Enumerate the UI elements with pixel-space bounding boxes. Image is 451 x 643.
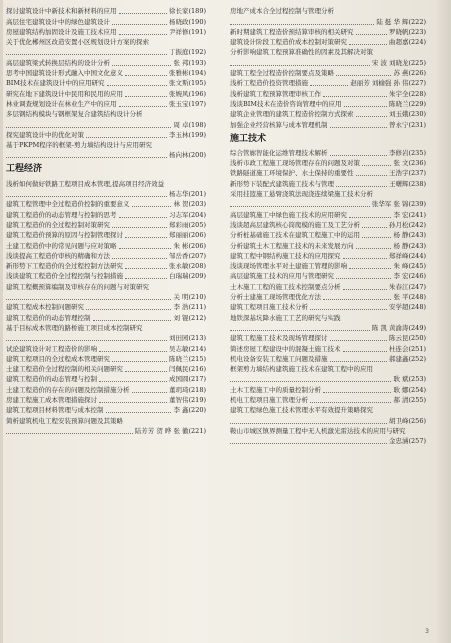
- toc-entry[interactable]: [6, 261, 206, 271]
- dot-leader: [343, 351, 388, 352]
- toc-entry[interactable]: [230, 68, 426, 78]
- toc-entry[interactable]: [230, 109, 426, 119]
- toc-entry-author-page: 朱 彬(206): [173, 241, 206, 250]
- page-left-edge: [0, 0, 3, 643]
- dot-leader: [6, 127, 171, 128]
- toc-entry-title: 房建工程施工成本管理措施探讨: [6, 395, 97, 404]
- dot-leader: [230, 65, 370, 66]
- dot-leader: [119, 217, 168, 218]
- section-title-engineering-economics: 工程经济: [6, 164, 43, 175]
- toc-entry-author-page: 杨晓政(190): [169, 17, 206, 26]
- dot-leader: [310, 85, 348, 86]
- toc-entry-title: 加强企业经营核算与成本管理机制: [230, 120, 328, 129]
- dot-leader: [330, 155, 388, 156]
- dot-leader: [356, 175, 388, 176]
- toc-entry-author-page: 张 平(248): [393, 293, 426, 302]
- toc-entry-title: 分析桩基础施工技术在建筑工程施工中的运用: [230, 231, 360, 240]
- toc-entry-author-page: 金忠涵(257): [389, 437, 426, 446]
- toc-entry[interactable]: [230, 251, 426, 261]
- toc-entry-title: 浅析如何做好铁路工程项目成本管理,提高项目经济效益: [6, 179, 165, 188]
- dot-leader: [6, 433, 133, 434]
- toc-entry-author-page: 董智伟(219): [169, 395, 206, 404]
- toc-entry-title: 建筑工程项目材料管理与成本控制: [6, 406, 104, 415]
- toc-entry-author-page: 尹祥修(191): [169, 27, 206, 36]
- toc-entry[interactable]: [230, 6, 426, 16]
- toc-entry-author-page: 张永敏(208): [169, 262, 206, 271]
- dot-leader: [125, 75, 167, 76]
- toc-entry[interactable]: [230, 148, 426, 158]
- left-entries-economics: [6, 178, 206, 435]
- toc-entry-continuation: [230, 16, 426, 26]
- toc-entry[interactable]: [6, 209, 206, 219]
- toc-entry-title: 土建工程造价全过程控制的相关问题研究: [6, 365, 123, 374]
- toc-entry-title: 简述房屋工程建设中的混凝土施工技术: [230, 344, 341, 353]
- toc-entry[interactable]: [6, 140, 206, 150]
- toc-entry-continuation: [230, 199, 426, 209]
- toc-entry-title: 建筑工程中钢结构施工技术的应用探究: [230, 251, 341, 260]
- toc-entry-author-page: 关 明(210): [173, 293, 206, 302]
- toc-entry-title: 土建工程造价的存在的问题及控制措施分析: [6, 385, 130, 394]
- toc-entry[interactable]: [230, 292, 426, 302]
- toc-entry-author-page: 张玉宝(197): [169, 99, 206, 108]
- toc-entry[interactable]: [6, 323, 206, 333]
- toc-entry-author-page: 郑彩雨(205): [169, 220, 206, 229]
- toc-entry-author-page: 周 卓(198): [173, 120, 206, 129]
- toc-entry-author-page: 邹岳香(207): [169, 251, 206, 260]
- toc-entry-author-page: 陈晓兰(229): [389, 99, 426, 108]
- dot-leader: [336, 186, 387, 187]
- dot-leader: [119, 106, 168, 107]
- toc-entry[interactable]: [6, 281, 206, 291]
- toc-entry-author-page: 李 宏(241): [393, 210, 426, 219]
- toc-entry-title: 林业调查规划设计在林业生产中的应用: [6, 99, 117, 108]
- toc-entry-author-page: 曲超嘉(224): [389, 38, 426, 47]
- toc-entry[interactable]: [6, 364, 206, 374]
- dot-leader: [86, 309, 171, 310]
- toc-entry-title: 房地产成本合全过程控制与管理分析: [230, 7, 334, 16]
- toc-entry[interactable]: [6, 354, 206, 364]
- toc-entry-title: 建筑工程施工技术及现场管理探讨: [230, 334, 328, 343]
- toc-entry[interactable]: [230, 78, 426, 88]
- toc-entry-title: 采用挂篮施工悬臂浇筑法现浇连续梁施工技术分析: [230, 190, 373, 199]
- toc-entry-author-page: 李修岩(235): [389, 148, 426, 157]
- toc-entry-author-page: 林 贺(203): [173, 200, 206, 209]
- dot-leader: [230, 423, 387, 424]
- toc-entry-title: 浅谈建筑工程造价全过程控制与控制措施: [6, 272, 123, 281]
- toc-entry[interactable]: [230, 261, 426, 271]
- dot-leader: [6, 340, 167, 341]
- dot-leader: [330, 340, 388, 341]
- toc-entry-continuation: [230, 436, 426, 446]
- dot-leader: [99, 351, 167, 352]
- toc-entry-title: 探讨建筑设计中新技术和新材料的应用: [6, 7, 117, 16]
- dot-leader: [336, 278, 391, 279]
- toc-entry-title: 建筑工程造价的全过程控制对策研究: [6, 220, 110, 229]
- toc-entry-title: 建筑工程绿色施工技术管理水平有效提升策略探究: [230, 406, 373, 415]
- toc-entry-author-page: 刘玉娥(230): [389, 110, 426, 119]
- toc-entry-title: 机电工程项目施工管理分析: [230, 395, 308, 404]
- dot-leader: [362, 227, 387, 228]
- toc-entry[interactable]: [230, 281, 426, 291]
- toc-entry-title: 建筑工程概预算编制及审核存在的问题与对策研究: [6, 282, 149, 291]
- toc-entry-author-page: 刘 锟(212): [173, 313, 206, 322]
- toc-entry-author-page: 朱 峰(245): [393, 262, 426, 271]
- dot-leader: [323, 299, 391, 300]
- toc-entry[interactable]: [6, 199, 206, 209]
- toc-entry[interactable]: [230, 99, 426, 109]
- toc-entry[interactable]: [230, 271, 426, 281]
- toc-entry-title: 土建工程造价中的常见问题与应对策略: [6, 241, 117, 250]
- toc-entry-continuation: [230, 374, 426, 384]
- toc-entry-title: 鞍山市城区镇界测量工程中无人机激光雷达技术的应用与研究: [230, 426, 406, 435]
- dot-leader: [310, 402, 391, 403]
- toc-entry-continuation: [6, 189, 206, 199]
- dot-leader: [107, 85, 168, 86]
- toc-entry-author-page: 陈云昆(250): [389, 334, 426, 343]
- toc-entry[interactable]: [230, 333, 426, 343]
- toc-entry-title: 建筑工程造价预算的原因与控制管理探讨: [6, 231, 123, 240]
- dot-leader: [112, 65, 171, 66]
- dot-leader: [119, 248, 172, 249]
- toc-entry-author-page: 陈晓兰(215): [169, 354, 206, 363]
- toc-entry-author-page: 闫佩民(216): [169, 365, 206, 374]
- dot-leader: [6, 196, 167, 197]
- toc-entry-title: 浅析市政工程施工现场管理存在的问题及对策: [230, 159, 360, 168]
- toc-entry[interactable]: [230, 158, 426, 168]
- toc-entry[interactable]: [6, 240, 206, 250]
- toc-entry[interactable]: [230, 302, 426, 312]
- toc-entry[interactable]: [230, 354, 426, 364]
- toc-entry-title: 建筑设计阶段工程造价成本控制对策研究: [230, 38, 347, 47]
- dot-leader: [86, 137, 167, 138]
- dot-leader: [362, 165, 391, 166]
- dot-leader: [125, 237, 167, 238]
- toc-entry-continuation: [6, 426, 206, 436]
- toc-entry-author-page: 张文斯(195): [169, 79, 206, 88]
- toc-entry-title: 铁路隧道施工环境保护、水土保持的重要性: [230, 169, 354, 178]
- toc-entry-continuation: [6, 150, 206, 160]
- toc-entry-author-page: 董玥琦(218): [169, 385, 206, 394]
- dot-leader: [112, 227, 167, 228]
- toc-entry-title: 浅析建筑工程预算管理审核工作: [230, 89, 321, 98]
- toc-entry[interactable]: [6, 395, 206, 405]
- dot-leader: [323, 96, 387, 97]
- toc-entry[interactable]: [6, 57, 206, 67]
- toc-entry[interactable]: [230, 88, 426, 98]
- dot-leader: [6, 299, 171, 300]
- toc-entry-title: BIM技术在建筑设计中的应用研究: [6, 79, 105, 88]
- toc-entry-title: 研究在地下建筑设计中民用和民用的应用: [6, 89, 123, 98]
- toc-entry[interactable]: [230, 343, 426, 353]
- toc-entry[interactable]: [6, 312, 206, 322]
- toc-entry[interactable]: [230, 119, 426, 129]
- toc-entry-title: 分析建筑土木工程施工技术的未来发展方向: [230, 241, 354, 250]
- toc-entry-title: 试论建筑设计对工程造价的影响: [6, 344, 97, 353]
- toc-entry[interactable]: [230, 37, 426, 47]
- dot-leader: [356, 116, 388, 117]
- toc-entry[interactable]: [6, 16, 206, 26]
- toc-entry-author-page: 孙月松(242): [389, 220, 426, 229]
- toc-entry-title: 浅谈BIM技术在造价咨询管理中的应用: [230, 99, 342, 108]
- dot-leader: [99, 402, 167, 403]
- toc-entry-author-page: 张雅彬(194): [169, 69, 206, 78]
- toc-entry-title: 浅析工程造价投资管理措施: [230, 79, 308, 88]
- dot-leader: [310, 309, 387, 310]
- toc-entry[interactable]: [6, 88, 206, 98]
- toc-entry-author-page: 习志军(204): [169, 210, 206, 219]
- toc-entry-author-page: 杨向林(200): [169, 151, 206, 160]
- toc-entry-author-page: 杜连会(251): [389, 344, 426, 353]
- toc-entry-title: 基于目标成本管理的路桥施工项目成本控制研究: [6, 323, 143, 332]
- toc-entry[interactable]: [6, 374, 206, 384]
- toc-entry[interactable]: [6, 271, 206, 281]
- toc-entry-title: 高层建筑施工中绿色施工技术的应用研究: [230, 210, 347, 219]
- toc-entry-title: 分析土建施工现场管理优化方法: [230, 293, 321, 302]
- dot-leader: [349, 217, 391, 218]
- toc-entry-title: 框架剪力墙结构建筑施工技术在建筑工程中的应用: [230, 365, 373, 374]
- toc-entry-author-page: 徐长家(189): [169, 7, 206, 16]
- toc-entry-continuation: [230, 323, 426, 333]
- dot-leader: [356, 34, 388, 35]
- dot-leader: [132, 392, 168, 393]
- toc-entry-title: 建筑企业管理的建筑工程造价控制方式探索: [230, 110, 354, 119]
- toc-entry[interactable]: [6, 109, 206, 119]
- toc-entry-title: 建筑工程造价的动态管理与控制的思考: [6, 210, 117, 219]
- toc-entry-author-page: 胡卫峰(256): [389, 416, 426, 425]
- toc-entry-title: 房屋建筑结构加固设计及施工技术应用: [6, 27, 117, 36]
- dot-leader: [330, 361, 388, 362]
- toc-entry-title: 浅谈提高工程造价审核的精确和方法: [6, 251, 110, 260]
- toc-entry-title: 关于优化郴州区改造安置小区规划设计方案的探索: [6, 38, 149, 47]
- toc-entry-author-page: 宋 波 刘晓龙(225): [371, 58, 426, 67]
- dot-leader: [230, 330, 370, 331]
- left-entries-design: [6, 6, 206, 160]
- toc-entry[interactable]: [230, 168, 426, 178]
- toc-entry-title: 高层建筑施工技术的应用与管理研究: [230, 272, 334, 281]
- toc-entry-title: 地铁深基坑降水施工工艺的研究与实践: [230, 313, 341, 322]
- toc-entry-author-page: 杨志华(201): [169, 190, 206, 199]
- toc-entry-title: 土木施工工程的施工技术控制要点分析: [230, 282, 341, 291]
- toc-entry[interactable]: [6, 37, 206, 47]
- toc-entry[interactable]: [6, 251, 206, 261]
- toc-entry-author-page: 赵丽芳 刘榆强 孙 伟(227): [350, 79, 426, 88]
- toc-entry[interactable]: [230, 395, 426, 405]
- toc-entry-author-page: 郝 清(255): [393, 395, 426, 404]
- page-number-mark: 3: [425, 628, 429, 635]
- toc-entry[interactable]: [6, 343, 206, 353]
- toc-entry-title: 简析建筑机电工程安装预算问题及其策略: [6, 416, 123, 425]
- toc-entry-author-page: 张 文(236): [393, 159, 426, 168]
- toc-entry[interactable]: [6, 99, 206, 109]
- dot-leader: [93, 320, 172, 321]
- toc-entry-author-page: 刘田园(213): [169, 334, 206, 343]
- dot-leader: [99, 381, 167, 382]
- toc-entry-title: 高层建筑梁式转换层结构的设计分析: [6, 58, 110, 67]
- toc-entry[interactable]: [230, 27, 426, 37]
- dot-leader: [112, 24, 167, 25]
- toc-entry-author-page: 王浩宇(237): [389, 169, 426, 178]
- toc-entry-title: 浅谈超高层建筑核心筒爬模的施工及工艺分析: [230, 220, 360, 229]
- toc-entry-title: 基于PKPM程序的框架-剪力墙结构设计与应用研究: [6, 141, 152, 150]
- dot-leader: [125, 278, 167, 279]
- dot-leader: [349, 44, 387, 45]
- toc-entry[interactable]: [230, 240, 426, 250]
- toc-entry-title: 建筑工程管理中全过程造价控制的重要意义: [6, 200, 130, 209]
- toc-entry-title: 建筑工程造价的动态管理与控制: [6, 375, 97, 384]
- toc-entry[interactable]: [6, 384, 206, 394]
- toc-entry-author-page: 杨 静(243): [393, 241, 426, 250]
- dot-leader: [125, 268, 167, 269]
- toc-entry-title: 建筑工程项目施工技术分析: [230, 303, 308, 312]
- toc-entry[interactable]: [230, 178, 426, 188]
- dot-leader: [119, 13, 168, 14]
- dot-leader: [230, 24, 374, 25]
- toc-entry-title: 新形势下工程造价的全过程控制方法研究: [6, 262, 123, 271]
- toc-entry-continuation: [230, 57, 426, 67]
- toc-entry-author-page: 陈 凯 黄渝涛(249): [371, 323, 426, 332]
- toc-entry-author-page: 张 邦(193): [173, 58, 206, 67]
- toc-entry-title: 高层住宅建筑设计中的绿色建筑设计: [6, 17, 110, 26]
- dot-leader: [230, 443, 387, 444]
- right-column: [230, 6, 426, 446]
- toc-entry-title: 分析影响建筑工程预算准确性的因素及其解决对策: [230, 48, 373, 57]
- dot-leader: [343, 289, 388, 290]
- toc-entry-continuation: [6, 333, 206, 343]
- toc-entry[interactable]: [230, 47, 426, 57]
- toc-entry[interactable]: [6, 178, 206, 188]
- dot-leader: [230, 381, 391, 382]
- toc-entry-title: 建筑工程项目的全过程成本管理研究: [6, 354, 110, 363]
- dot-leader: [356, 248, 392, 249]
- dot-leader: [125, 96, 167, 97]
- toc-entry[interactable]: [230, 189, 426, 199]
- dot-leader: [6, 54, 167, 55]
- toc-entry-author-page: 曾永宁(231): [389, 120, 426, 129]
- toc-entry[interactable]: [6, 220, 206, 230]
- toc-entry-title: 机电设备安装工程施工问题及措施: [230, 354, 328, 363]
- toc-entry-title: 新形势下装配式建筑施工技术与管理: [230, 179, 334, 188]
- dot-leader: [112, 361, 167, 362]
- right-entries-economics-cont: [230, 6, 426, 130]
- toc-entry-continuation: [230, 415, 426, 425]
- toc-entry-title: 建筑工程造价的动态管理控制: [6, 313, 91, 322]
- dot-leader: [336, 75, 391, 76]
- toc-entry-title: 新时期建筑工程造价预结算审核的相关研究: [230, 27, 354, 36]
- toc-entry-continuation: [6, 292, 206, 302]
- toc-entry-author-page: 陆 挺 华 辉(222): [376, 17, 426, 26]
- toc-entry-title: 探究建筑设计中的优化对策: [6, 130, 84, 139]
- toc-entry-author-page: 李 浩(211): [173, 303, 206, 312]
- toc-entry-author-page: 李玉林(199): [169, 130, 206, 139]
- toc-entry-author-page: 郝建鑫(252): [389, 354, 426, 363]
- toc-entry-title: 多层钢结构模块与钢框架复合建筑结构设计分析: [6, 110, 143, 119]
- toc-entry[interactable]: [230, 426, 426, 436]
- page-binding-shadow: [437, 0, 451, 643]
- toc-entry-title: 土木工程施工中的质量控制分析: [230, 385, 321, 394]
- toc-entry-author-page: 朱宇全(228): [389, 89, 426, 98]
- toc-entry[interactable]: [6, 415, 206, 425]
- toc-entry-author-page: 成国圆(217): [169, 375, 206, 384]
- toc-entry[interactable]: [230, 405, 426, 415]
- dot-leader: [125, 371, 167, 372]
- toc-entry-author-page: 罗晓帆(223): [389, 27, 426, 36]
- dot-leader: [112, 258, 167, 259]
- right-entries-construction: [230, 148, 426, 447]
- toc-entry[interactable]: [230, 230, 426, 240]
- toc-entry-author-page: 陆芳芳 贺 晔 张 徽(221): [134, 426, 206, 435]
- toc-entry-author-page: 张华军 张 锦(239): [371, 200, 426, 209]
- toc-entry-author-page: 苏 燕(226): [393, 69, 426, 78]
- dot-leader: [349, 268, 391, 269]
- toc-entry-title: 浅谈现场管理水平对土建施工管理的影响: [230, 262, 347, 271]
- toc-entry-title: 思考中国建筑设计形式融入中国文化意义: [6, 69, 123, 78]
- toc-entry[interactable]: [230, 209, 426, 219]
- dot-leader: [344, 106, 388, 107]
- dot-leader: [343, 258, 388, 259]
- toc-entry-author-page: 李 宏(246): [393, 272, 426, 281]
- toc-entry-author-page: 张婉风(196): [169, 89, 206, 98]
- toc-entry[interactable]: [230, 220, 426, 230]
- toc-entry-author-page: 耿 娜(254): [393, 385, 426, 394]
- dot-leader: [132, 206, 172, 207]
- toc-entry[interactable]: [6, 6, 206, 16]
- toc-entry[interactable]: [6, 27, 206, 37]
- toc-entry-title: 建筑工程成本控制问题研究: [6, 303, 84, 312]
- toc-entry[interactable]: [230, 312, 426, 322]
- toc-entry[interactable]: [6, 405, 206, 415]
- toc-entry-author-page: 耿 斌(253): [393, 375, 426, 384]
- toc-entry-title: 综合管廊智能化运维管理技术解析: [230, 148, 328, 157]
- left-column: [6, 6, 206, 436]
- toc-entry-author-page: 李 鑫(220): [173, 406, 206, 415]
- dot-leader: [106, 412, 172, 413]
- dot-leader: [6, 157, 167, 158]
- toc-entry-author-page: 杨 静(243): [393, 231, 426, 240]
- dot-leader: [230, 206, 370, 207]
- toc-entry[interactable]: [6, 230, 206, 240]
- toc-entry-author-page: 安学超(248): [389, 303, 426, 312]
- toc-entry-author-page: 丁振庭(192): [169, 48, 206, 57]
- toc-entry[interactable]: [6, 302, 206, 312]
- toc-entry-author-page: 王曙辉(238): [389, 179, 426, 188]
- toc-entry[interactable]: [230, 364, 426, 374]
- dot-leader: [323, 392, 391, 393]
- toc-entry[interactable]: [6, 130, 206, 140]
- dot-leader: [119, 34, 168, 35]
- toc-entry-author-page: 朱春江(247): [389, 282, 426, 291]
- toc-entry-author-page: 吴志敏(214): [169, 344, 206, 353]
- toc-entry[interactable]: [6, 78, 206, 88]
- section-title-construction-technology: 施工技术: [230, 133, 267, 144]
- toc-entry-continuation: [6, 119, 206, 129]
- toc-entry-continuation: [6, 47, 206, 57]
- toc-entry-author-page: 郑丽丽(206): [169, 231, 206, 240]
- toc-entry-title: 建筑工程全过程造价控制要点及策略: [230, 69, 334, 78]
- toc-entry[interactable]: [230, 384, 426, 394]
- dot-leader: [362, 237, 391, 238]
- toc-entry-author-page: 郑祥峰(244): [389, 251, 426, 260]
- toc-entry[interactable]: [6, 68, 206, 78]
- toc-entry-author-page: 白瑞瑞(209): [169, 272, 206, 281]
- dot-leader: [330, 127, 388, 128]
